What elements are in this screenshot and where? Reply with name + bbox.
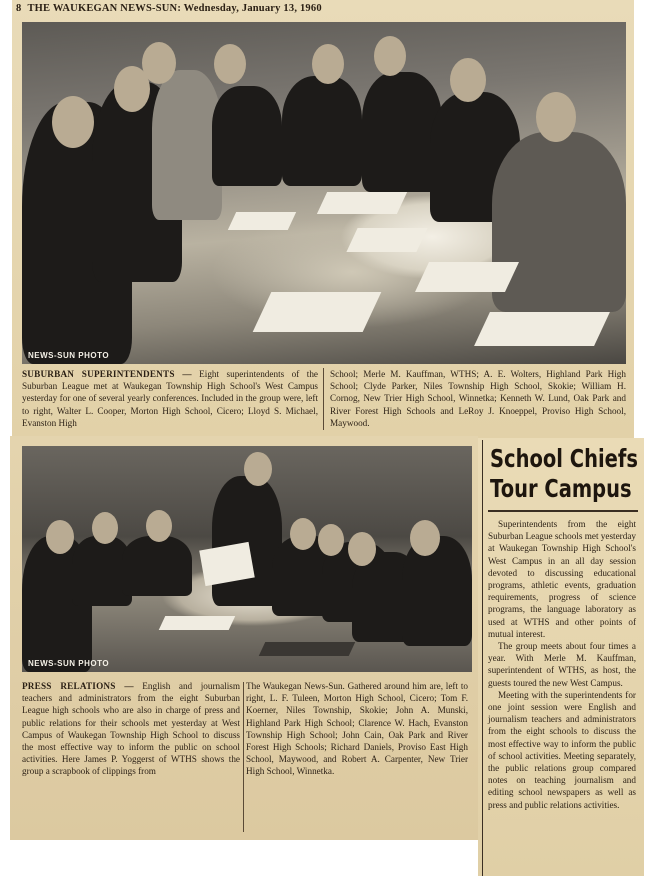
bottom-caption-col1 [22, 680, 240, 778]
story-body [488, 518, 636, 811]
headline-rule [488, 510, 638, 512]
top-caption-text1: Eight superintendents of the Suburban League met at Waukegan Township High School's West Campus yesterday for one of several yearly conferences. Included in the group were, left to right, Walter L. Cooper, Morton High School, Cicero; Lloyd S. Michael, Evanston High [22, 369, 318, 428]
bottom-caption-col2 [246, 680, 468, 778]
bottom-caption-lead: PRESS RELATIONS — [22, 681, 134, 691]
story-headline [490, 444, 638, 504]
caption-divider-bottom [243, 682, 244, 832]
press-relations-photo [22, 446, 472, 672]
column-rule [482, 440, 483, 876]
headline-line-1: School Chiefs [490, 444, 638, 473]
story-paragraph: Meeting with the superintendents for one joint session were English and journalism teachers and administrators from the eight schools to discuss the most effective way to inform the public of school activities. Meeting separately, the public relations group compared notes on teaching journalism and editing school newspapers as well as press and public relations activities. [488, 689, 636, 810]
top-caption-text2: School; Merle M. Kauffman, WTHS; A. E. Wolters, Highland Park High School; Clyde Parker, Niles Township High School, Skokie; William H. Cornog, New Trier High School, Winnetka; Kenneth W. Lund, Oak Park and River Forest High Schools and LeRoy J. Knoeppel, Proviso High School, Maywood. [330, 369, 626, 428]
bottom-caption-text2: The Waukegan News-Sun. Gathered around him are, left to right, L. F. Tuleen, Morton High School, Cicero; Tom F. Koerner, Niles Township, Skokie; John A. Munski, Highland Park High School; Clarence W. Hach, Evanston Township High School; John Cain, Oak Park and River Forest High Schools; Richard Daniels, Proviso East High School, Maywood, and Robert A. Carpenter, New Trier High School, Winnetka. [246, 681, 468, 777]
superintendents-photo [22, 22, 626, 364]
masthead-text: THE WAUKEGAN NEWS-SUN: Wednesday, January 13, 1960 [27, 3, 322, 14]
top-caption-col2 [330, 368, 626, 429]
story-paragraph: Superintendents from the eight Suburban League schools met yesterday at Waukegan Township High School's West Campus in an all day session devoted to discussing educational programs, athletic events, graduation requirements, progress of science programs, the language laboratory as used at WTHS and other points of mutual interest. [488, 519, 636, 639]
masthead [16, 3, 616, 19]
caption-divider-top [323, 368, 324, 430]
photo-credit-top: NEWS-SUN PHOTO [28, 351, 110, 360]
photo-credit-bottom: NEWS-SUN PHOTO [28, 659, 110, 668]
top-caption-lead: SUBURBAN SUPERINTENDENTS — [22, 369, 192, 379]
bottom-caption-text1: English and journalism teachers and administrators from the eight Suburban League high schools who are also in charge of press and public relations for their schools met yesterday at West Campus of Waukegan Township High School to discuss the most effective way to inform the public on school activities. Here James P. Yoggerst of WTHS shows the group a scrapbook of clippings from [22, 681, 240, 777]
top-caption-col1 [22, 368, 318, 429]
story-paragraph: The group meets about four times a year. With Merle M. Kauffman, superintendent of WTHS, as host, the guests toured the new West Campus. [488, 641, 636, 688]
headline-line-2: Tour Campus [490, 474, 632, 503]
page-number: 8 [16, 3, 22, 14]
